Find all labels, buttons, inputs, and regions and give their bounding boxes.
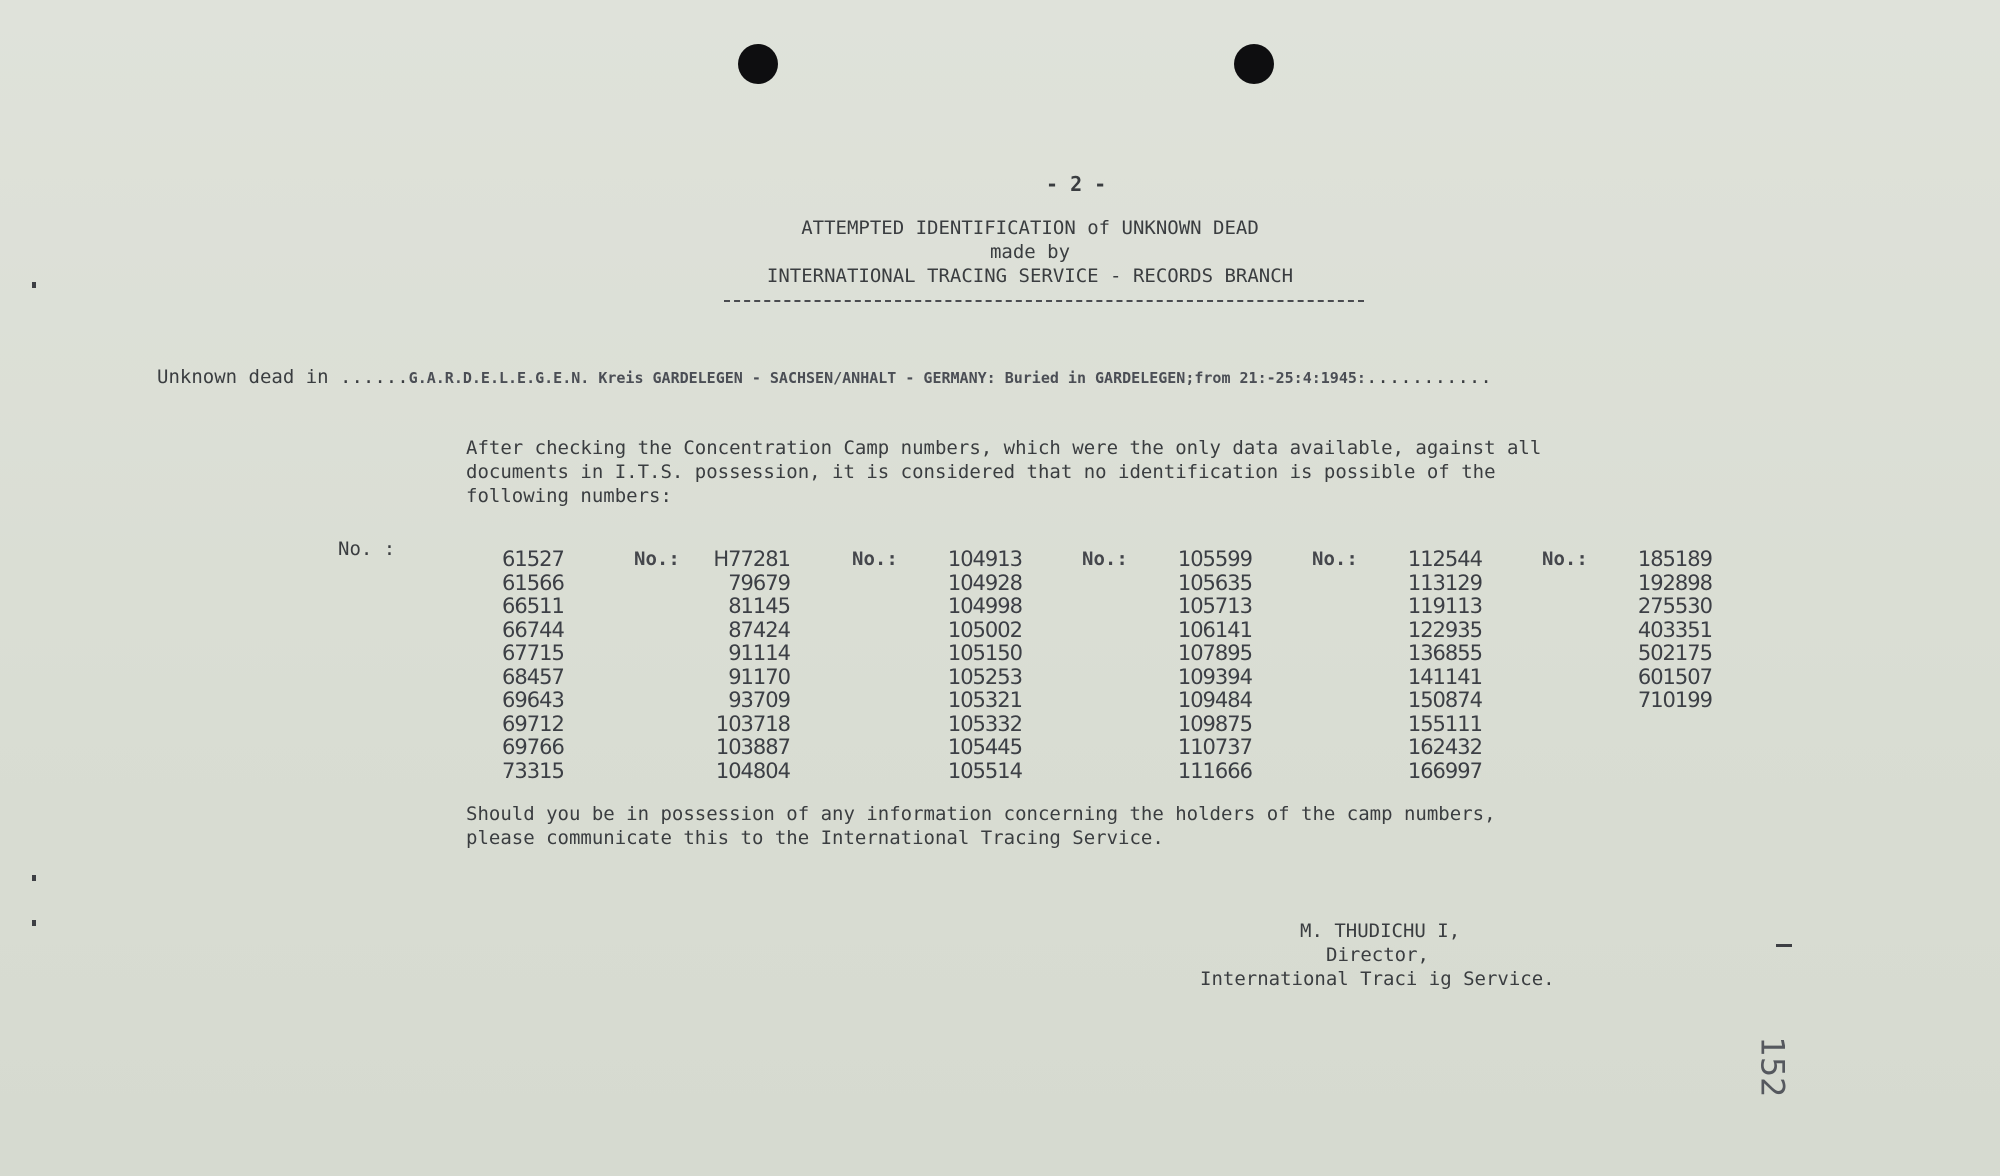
camp-number: 109484: [1177, 688, 1252, 712]
closing-paragraph: [466, 802, 1706, 850]
camp-number: 141141: [1407, 664, 1482, 689]
camp-number: 105599: [1177, 547, 1252, 571]
number-column: [938, 548, 1022, 783]
number-column: [704, 548, 790, 783]
camp-number: 103718: [715, 711, 790, 736]
camp-number: 105514: [947, 758, 1022, 783]
camp-number: 155111: [1407, 711, 1482, 736]
camp-number: 122935: [1407, 617, 1482, 642]
camp-number: 112544: [1407, 547, 1482, 571]
camp-number: 69712: [502, 711, 564, 736]
camp-number: 79679: [728, 570, 790, 595]
number-column: [1398, 548, 1482, 783]
camp-number: 105253: [947, 664, 1022, 689]
camp-number: 93709: [728, 688, 790, 712]
camp-number: 275530: [1637, 594, 1712, 618]
unknown-dead-prefix: Unknown dead in ......: [157, 366, 409, 388]
intro-paragraph: [466, 436, 1706, 508]
camp-number: 105002: [947, 617, 1022, 642]
punch-hole-right: [1234, 44, 1274, 84]
camp-number: 69766: [502, 735, 564, 759]
camp-number: 66744: [502, 617, 564, 642]
camp-number: 61566: [502, 570, 564, 595]
camp-number: 91114: [728, 641, 790, 665]
document-title: ATTEMPTED IDENTIFICATION of UNKNOWN DEAD: [801, 217, 1259, 239]
document-issuer: INTERNATIONAL TRACING SERVICE - RECORDS BRANCH: [766, 265, 1294, 287]
unknown-dead-line: [157, 366, 1492, 388]
camp-number: 106141: [1177, 617, 1252, 642]
number-column: [1628, 548, 1712, 713]
camp-number: 105321: [947, 688, 1022, 712]
camp-number: 69643: [502, 688, 564, 712]
camp-number: 192898: [1637, 570, 1712, 595]
title-underline: [724, 300, 1364, 302]
camp-number: 185189: [1637, 547, 1712, 571]
punch-hole-left: [738, 44, 778, 84]
intro-line: documents in I.T.S. possession, it is considered that no identification is possible of the: [466, 461, 1496, 483]
intro-line: following numbers:: [466, 485, 672, 507]
intro-line: After checking the Concentration Camp numbers, which were the only data available, against all: [466, 437, 1542, 459]
unknown-dead-location: G.A.R.D.E.L.E.G.E.N. Kreis GARDELEGEN - SACHSEN/ANHALT - GERMANY: Buried in GARDELEGEN;from 21:-25:4:1945:: [408, 369, 1366, 387]
camp-number: 67715: [502, 641, 564, 665]
margin-mark: [32, 282, 36, 288]
closing-line: Should you be in possession of any information concerning the holders of the camp numbers,: [466, 803, 1496, 825]
unknown-dead-suffix: ...........: [1365, 366, 1492, 388]
margin-mark: [1776, 944, 1792, 947]
signatory-organization: International Traci ig Service.: [1200, 968, 1555, 990]
margin-mark: [32, 875, 36, 881]
camp-number: 109394: [1177, 664, 1252, 689]
camp-number: 105713: [1177, 594, 1252, 618]
camp-number: 104804: [715, 758, 790, 783]
camp-number: 66511: [502, 594, 564, 618]
column-header: No.:: [1082, 548, 1128, 570]
camp-number: 111666: [1177, 758, 1252, 783]
number-column: [1168, 548, 1252, 783]
signatory-name: M. THUDICHU I,: [1300, 920, 1461, 942]
column-header: No.:: [852, 548, 898, 570]
camp-number: 81145: [728, 594, 790, 618]
archive-stamp-number: 152: [1753, 1036, 1792, 1098]
camp-number: 68457: [502, 664, 564, 689]
camp-number: 105332: [947, 711, 1022, 736]
margin-mark: [32, 920, 36, 926]
camp-number: 61527: [502, 547, 564, 571]
camp-number: 119113: [1407, 594, 1482, 618]
page-number: - 2 -: [1046, 172, 1107, 196]
document-subtitle: made by: [989, 241, 1071, 263]
numbers-label: No. :: [338, 538, 396, 560]
camp-number: 104998: [947, 594, 1022, 618]
column-header: No.:: [1312, 548, 1358, 570]
camp-number: 710199: [1637, 688, 1712, 712]
camp-number: 136855: [1407, 641, 1482, 665]
camp-number: 601507: [1637, 664, 1712, 689]
camp-number: 109875: [1177, 711, 1252, 736]
camp-number: 162432: [1407, 735, 1482, 759]
camp-number: 105150: [947, 641, 1022, 665]
camp-number: 110737: [1177, 735, 1252, 759]
signatory-title: Director,: [1326, 944, 1429, 966]
column-header: No.:: [1542, 548, 1588, 570]
camp-number: 104928: [947, 570, 1022, 595]
closing-line: please communicate this to the International Tracing Service.: [466, 827, 1164, 849]
camp-number: 113129: [1407, 570, 1482, 595]
camp-number: 150874: [1407, 688, 1482, 712]
camp-number: 73315: [502, 758, 564, 783]
number-column: [502, 548, 564, 783]
camp-number: 403351: [1637, 617, 1712, 642]
camp-number: 107895: [1177, 641, 1252, 665]
camp-number: 502175: [1637, 641, 1712, 665]
camp-number: 105635: [1177, 570, 1252, 595]
camp-number: 87424: [728, 617, 790, 642]
camp-number: 166997: [1407, 758, 1482, 783]
camp-number: H77281: [713, 547, 790, 571]
camp-number: 104913: [947, 547, 1022, 571]
column-header: No.:: [634, 548, 680, 570]
camp-number: 103887: [715, 735, 790, 759]
camp-number: 105445: [947, 735, 1022, 759]
camp-number: 91170: [728, 664, 790, 689]
